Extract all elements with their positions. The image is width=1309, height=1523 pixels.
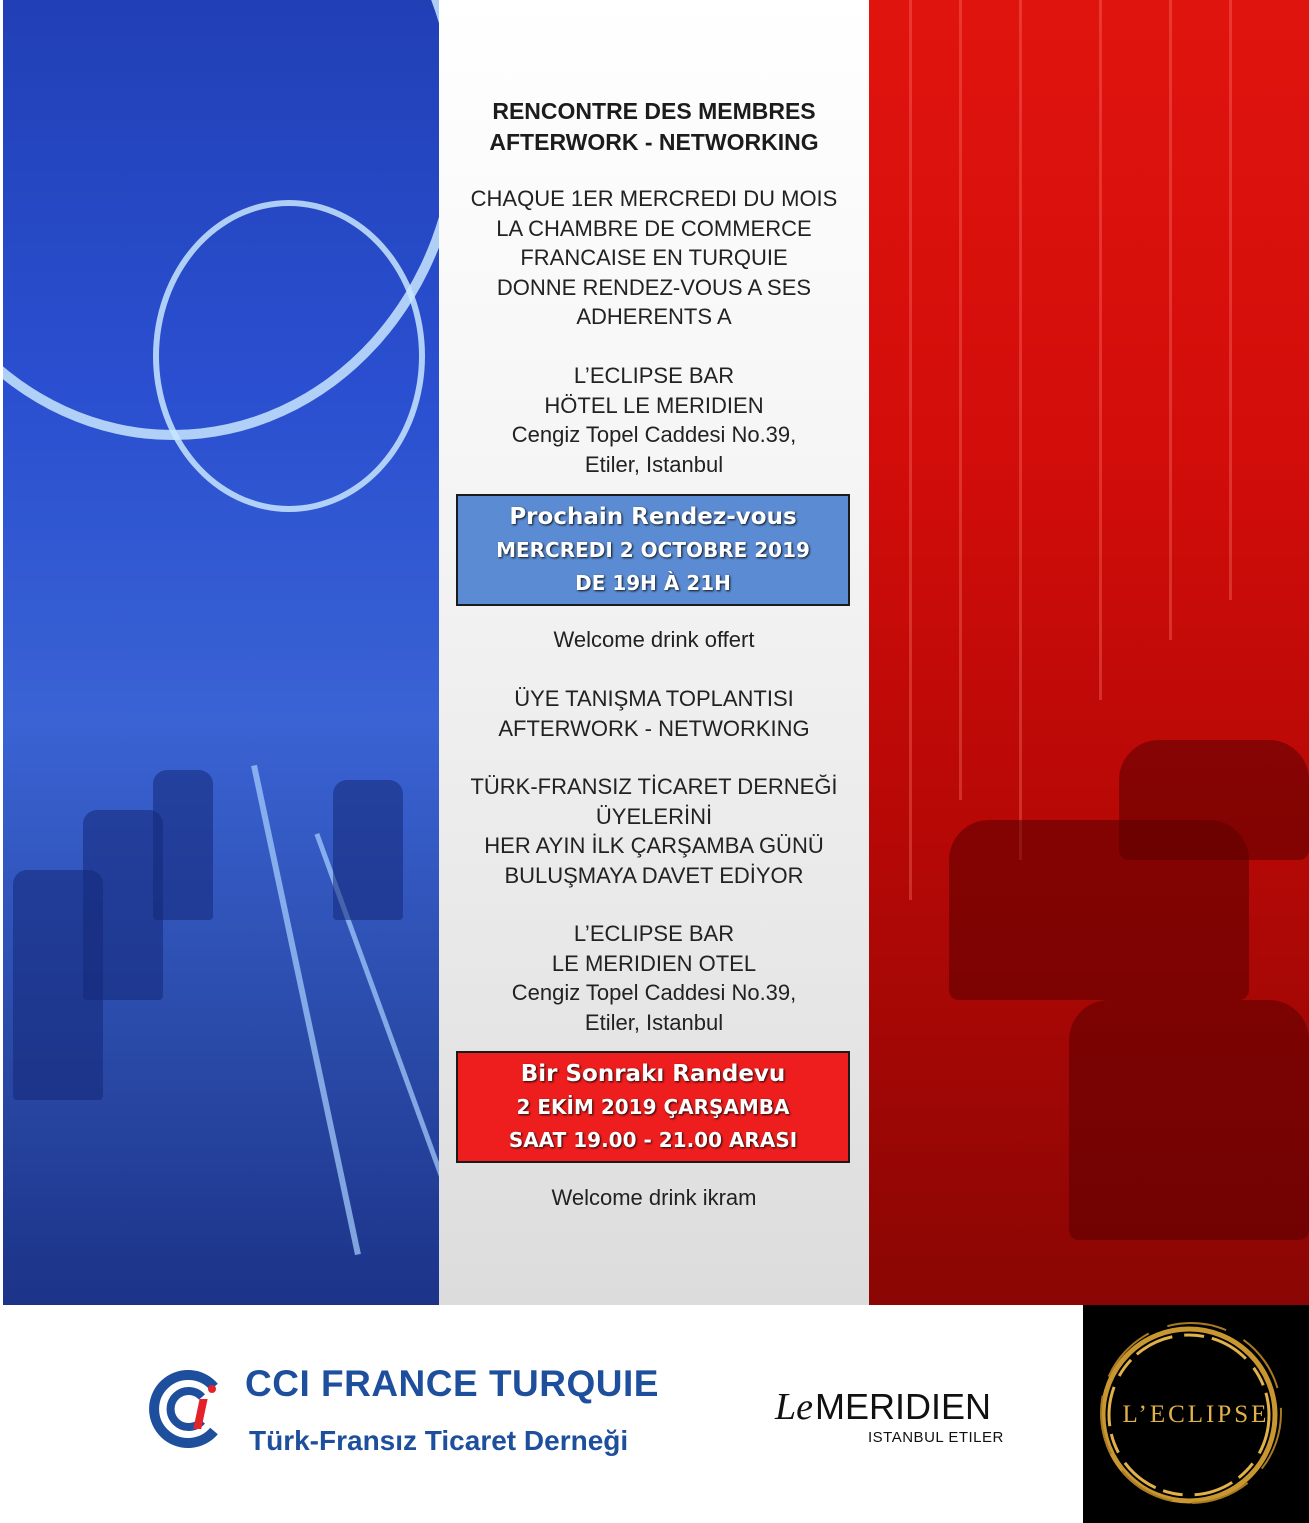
french-title	[439, 96, 869, 158]
meridien-logo	[775, 1385, 991, 1429]
bar-chair	[83, 810, 163, 1000]
blue-stripe-bar-photo	[3, 0, 439, 1305]
turkish-intro-line: BULUŞMAYA DAVET EDİYOR	[504, 862, 804, 888]
ceiling-light-arc	[153, 200, 425, 512]
turkish-title-line: ÜYE TANIŞMA TOPLANTISI	[514, 686, 794, 711]
french-intro-line: ADHERENTS A	[576, 304, 732, 329]
curtain-strand	[1099, 0, 1102, 700]
red-stripe-bar-photo	[869, 0, 1309, 1305]
next-meeting-heading: Prochain Rendez-vous	[509, 504, 797, 530]
cci-logo-icon	[148, 1369, 228, 1449]
venue-line: LE MERIDIEN OTEL	[551, 950, 757, 976]
turkish-intro-line: TÜRK-FRANSIZ TİCARET DERNEĞİ	[470, 774, 838, 799]
french-intro-line: CHAQUE 1ER MERCREDI DU MOIS	[470, 186, 838, 211]
curtain-strand	[959, 0, 962, 800]
french-title-line: AFTERWORK - NETWORKING	[489, 129, 819, 155]
curtain-strand	[1019, 0, 1022, 860]
curtain-strand	[1169, 0, 1172, 640]
french-intro-line: LA CHAMBRE DE COMMERCE	[496, 215, 812, 241]
sponsor-logo-bar	[0, 1305, 1309, 1523]
meridien-le: Le	[775, 1386, 813, 1428]
turkish-title	[439, 684, 869, 743]
french-venue	[439, 361, 869, 479]
french-intro	[439, 184, 869, 332]
venue-line: L’ECLIPSE BAR	[573, 363, 735, 388]
next-meeting-time: SAAT 19.00 - 21.00 ARASI	[508, 1128, 798, 1152]
french-intro-line: DONNE RENDEZ-VOUS A SES	[496, 274, 812, 300]
eclipse-logo	[1083, 1305, 1309, 1523]
next-meeting-heading: Bir Sonrakı Randevu	[520, 1061, 786, 1087]
meridien-location: ISTANBUL ETILER	[868, 1429, 1004, 1446]
venue-line: Cengiz Topel Caddesi No.39,	[511, 980, 797, 1005]
turkish-title-line: AFTERWORK - NETWORKING	[498, 715, 810, 741]
venue-line: HÖTEL LE MERIDIEN	[544, 392, 764, 418]
bar-seat	[1069, 1000, 1309, 1240]
venue-line: Etiler, Istanbul	[584, 1009, 724, 1035]
french-intro-line: FRANCAISE EN TURQUIE	[520, 245, 788, 270]
venue-line: L’ECLIPSE BAR	[573, 921, 735, 946]
bar-chair	[153, 770, 213, 920]
turkish-next-meeting-box	[456, 1051, 850, 1163]
bar-chair	[333, 780, 403, 920]
cci-brand-name: CCI FRANCE TURQUIE	[245, 1363, 659, 1404]
french-next-meeting-box	[456, 494, 850, 606]
bar-seat	[1119, 740, 1309, 860]
turkish-intro-line: ÜYELERİNİ	[595, 803, 713, 829]
turkish-intro	[439, 772, 869, 890]
next-meeting-time: DE 19H À 21H	[575, 571, 731, 595]
french-drink-note: Welcome drink offert	[553, 627, 755, 652]
meridien-name: MERIDIEN	[815, 1386, 992, 1427]
cci-brand-subtitle: Türk-Fransız Ticaret Derneği	[249, 1425, 629, 1456]
next-meeting-date: 2 EKİM 2019 ÇARŞAMBA	[516, 1095, 790, 1119]
eclipse-name: L’ECLIPSE	[1122, 1401, 1270, 1428]
turkish-intro-line: HER AYIN İLK ÇARŞAMBA GÜNÜ	[484, 833, 824, 858]
turkish-venue	[439, 919, 869, 1037]
next-meeting-date: MERCREDI 2 OCTOBRE 2019	[496, 538, 810, 562]
venue-line: Etiler, Istanbul	[584, 451, 724, 477]
venue-line: Cengiz Topel Caddesi No.39,	[511, 422, 797, 447]
french-title-line: RENCONTRE DES MEMBRES	[492, 98, 816, 124]
turkish-drink-note: Welcome drink ikram	[551, 1185, 757, 1210]
curtain-strand	[909, 0, 912, 900]
curtain-strand	[1229, 0, 1232, 600]
